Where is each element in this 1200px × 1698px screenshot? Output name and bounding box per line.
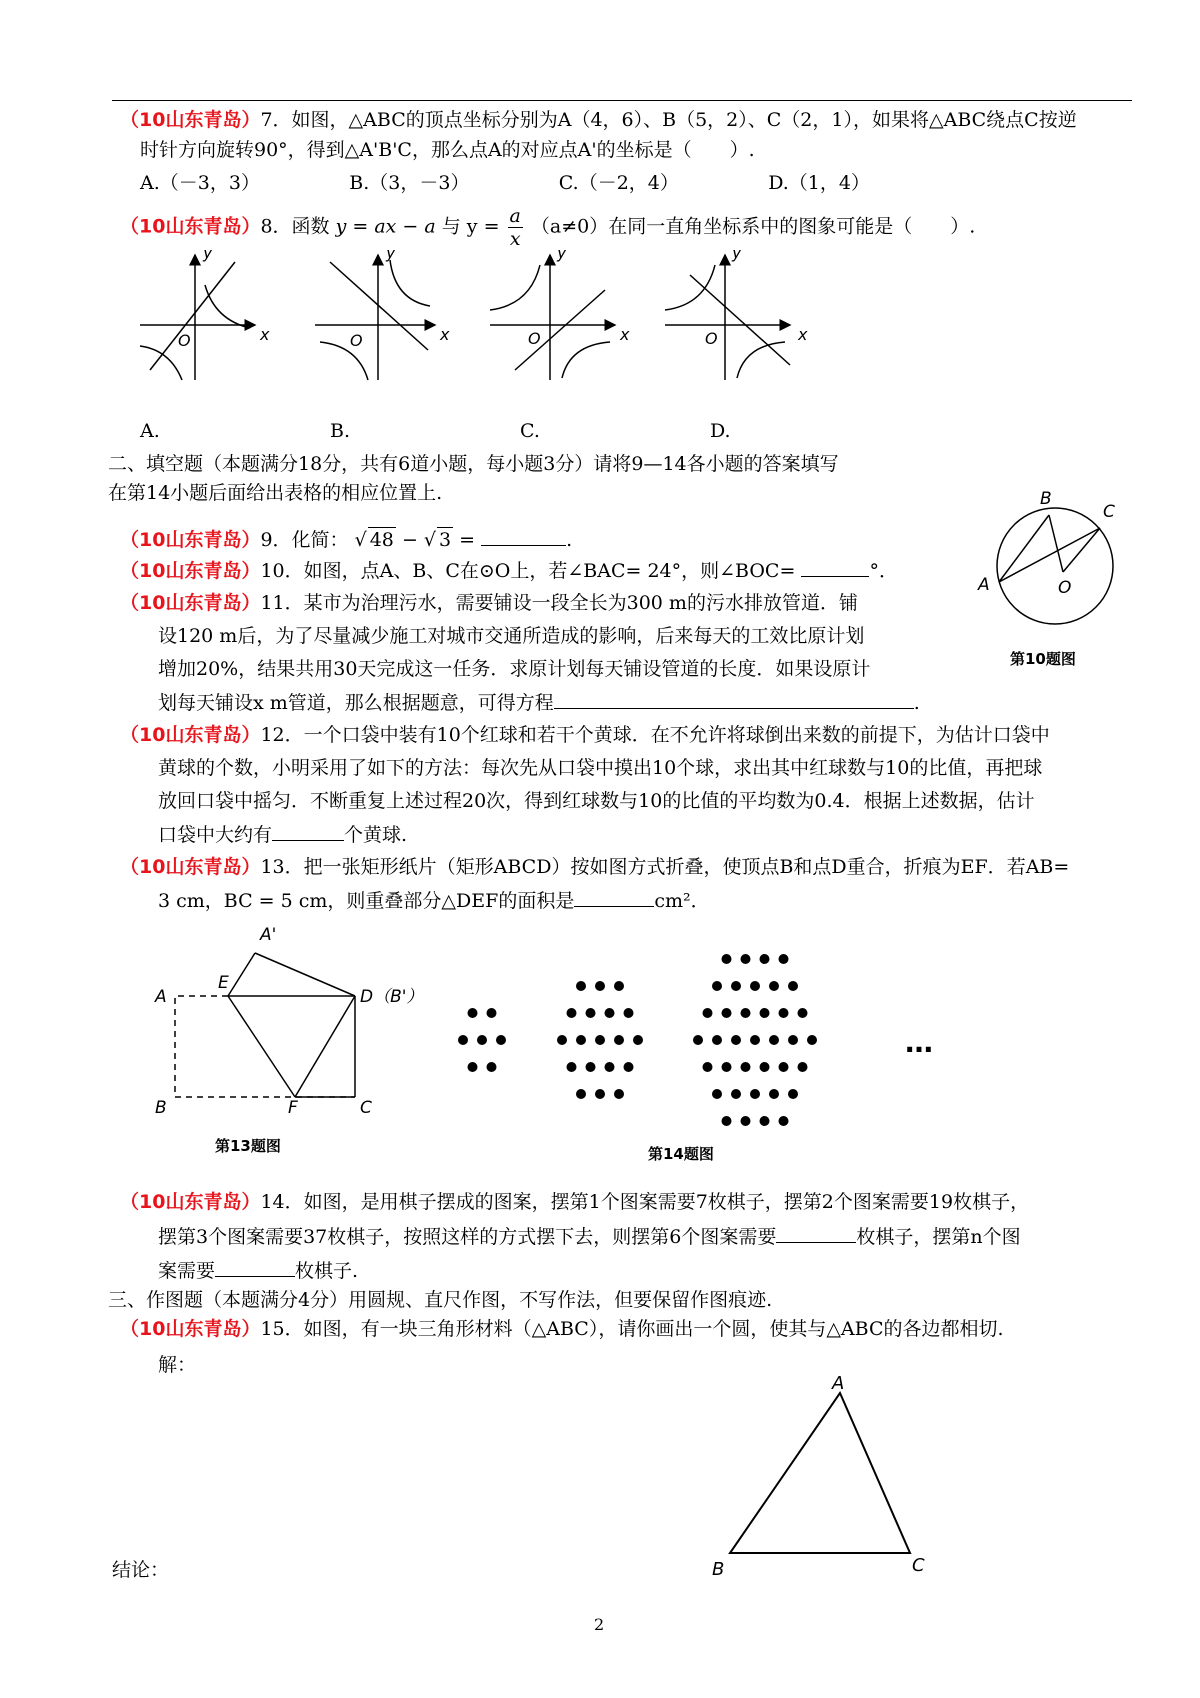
q14-dot xyxy=(595,1089,605,1099)
q10-line: （10山东青岛）10．如图，点A、B、C在⊙O上，若∠BAC= 24°，则∠BOC= °． xyxy=(120,560,898,582)
q14-dot xyxy=(779,1008,789,1018)
q8-d-y-label: y xyxy=(732,250,742,262)
q14-dot xyxy=(779,954,789,964)
q8-b-origin-label: O xyxy=(350,331,363,350)
q8-b-x-label: x xyxy=(440,325,450,344)
q14-figure xyxy=(450,950,950,1130)
q14-dot xyxy=(576,1035,586,1045)
q11-answer-blank[interactable] xyxy=(554,690,914,709)
q14-dot xyxy=(586,1062,596,1072)
q13-line2: 3 cm，BC = 5 cm，则重叠部分△DEF的面积是 cm²． xyxy=(158,890,710,912)
q9-answer-blank[interactable] xyxy=(481,527,566,546)
q14-dot xyxy=(798,1062,808,1072)
q13-answer-blank[interactable] xyxy=(574,888,654,907)
q14-ellipsis: … xyxy=(905,1026,933,1059)
q14-dot xyxy=(605,1062,615,1072)
q14-dot xyxy=(614,981,624,991)
q15-label-b: B xyxy=(712,1559,725,1580)
q14-dot xyxy=(576,981,586,991)
q14-line3: 案需要 枚棋子. xyxy=(158,1260,359,1282)
q12-line2: 黄球的个数，小明采用了如下的方法：每次先从口袋中摸出10个球，求出其中红球数与10的比值，再把球 xyxy=(158,757,1043,779)
q14-dot xyxy=(624,1062,634,1072)
q14-dot xyxy=(722,1116,732,1126)
q11-line1: （10山东青岛）11．某市为治理污水，需要铺设一段全长为300 m的污水排放管道．铺 xyxy=(120,592,858,614)
q14-dot-patterns xyxy=(458,954,817,1126)
q8-option-c: C. xyxy=(520,420,540,442)
q14-dot xyxy=(605,1008,615,1018)
q15-line: （10山东青岛）15．如图，有一块三角形材料（△ABC），请你画出一个圆，使其与△ABC的各边都相切. xyxy=(120,1318,1004,1340)
q14-dot xyxy=(614,1035,624,1045)
q13-label-a-prime: A' xyxy=(260,925,277,945)
q14-dot xyxy=(798,1008,808,1018)
q8-a-y-label: y xyxy=(203,250,213,262)
q14-dot xyxy=(624,1008,634,1018)
q15-label-c: C xyxy=(912,1555,925,1576)
q14-dot xyxy=(769,1089,779,1099)
q13-label-f: F xyxy=(288,1098,298,1118)
q14-dot xyxy=(760,1062,770,1072)
source-tag: （10山东青岛） xyxy=(120,109,261,131)
q14-dot xyxy=(760,954,770,964)
q14-dot xyxy=(779,1062,789,1072)
q8-c-x-label: x xyxy=(620,325,630,344)
q12-line1: （10山东青岛）12．一个口袋中装有10个红球和若干个黄球．在不允许将球倒出来数的前提下，为估计口袋中 xyxy=(120,724,1050,746)
q14-dot xyxy=(760,1008,770,1018)
q10-label-a: A xyxy=(978,575,990,595)
q13-figure xyxy=(150,920,440,1130)
q10-answer-blank[interactable] xyxy=(801,558,869,577)
q14-dot xyxy=(557,1035,567,1045)
q8-graph-d xyxy=(665,250,808,380)
q13-line1: （10山东青岛）13．把一张矩形纸片（矩形ABCD）按如图方式折叠，使顶点B和点D重合，折痕为EF．若AB= xyxy=(120,856,1070,878)
q14-dot xyxy=(487,1008,497,1018)
q8-c-y-label: y xyxy=(557,250,567,262)
q7-option-a: A.（－3，3） xyxy=(140,172,260,194)
q10-label-c: C xyxy=(1103,502,1115,522)
q13-caption: 第13题图 xyxy=(215,1137,281,1155)
q14-dot xyxy=(633,1035,643,1045)
q14-dot xyxy=(595,1035,605,1045)
q11-line4: 划每天铺设x m管道，那么根据题意，可得方程 . xyxy=(158,692,920,714)
q12-answer-blank[interactable] xyxy=(272,822,344,841)
q14-dot xyxy=(750,1035,760,1045)
q14-dot xyxy=(703,1008,713,1018)
section3-title: 三、作图题（本题满分4分）用圆规、直尺作图，不写作法，但要保留作图痕迹. xyxy=(108,1289,773,1311)
q14-dot xyxy=(586,1008,596,1018)
q13-label-b: B xyxy=(155,1098,167,1118)
q11-line2: 设120 m后，为了尽量减少施工对城市交通所造成的影响，后来每天的工效比原计划 xyxy=(158,625,865,647)
q14-dot xyxy=(741,954,751,964)
q14-dot xyxy=(731,981,741,991)
q15-triangle-figure xyxy=(700,1375,960,1595)
q14-dot xyxy=(712,981,722,991)
q14-dot xyxy=(722,1008,732,1018)
q14-dot xyxy=(576,1089,586,1099)
q14-dot xyxy=(750,981,760,991)
q14-dot xyxy=(722,1062,732,1072)
q9-line: （10山东青岛）9．化简： √ 48 − √ 3 = . xyxy=(120,529,573,551)
q12-line4: 口袋中大约有 个黄球. xyxy=(158,824,408,846)
q14-dot xyxy=(769,981,779,991)
q7-line2: 时针方向旋转90°，得到△A'B'C，那么点A的对应点A'的坐标是（ ）. xyxy=(140,139,755,161)
q14-dot xyxy=(567,1008,577,1018)
q14-dot xyxy=(722,954,732,964)
q14-dot xyxy=(595,981,605,991)
q14-dot xyxy=(468,1008,478,1018)
q8-line: （10山东青岛）8．函数 y = ax − a 与 y = $\frac{a}{x}$ （a≠0）在同一直角坐标系中的图象可能是（ ）. xyxy=(120,205,976,250)
q13-label-d: D（B'） xyxy=(360,987,424,1007)
q14-dot xyxy=(703,1062,713,1072)
q14-dot xyxy=(741,1116,751,1126)
q8-a-x-label: x xyxy=(260,325,270,344)
q11-line3: 增加20%，结果共用30天完成这一任务．求原计划每天铺设管道的长度．如果设原计 xyxy=(158,658,871,680)
q14-dot xyxy=(769,1035,779,1045)
q14-line1: （10山东青岛）14．如图，是用棋子摆成的图案，摆第1个图案需要7枚棋子，摆第2个图案需要19枚棋子， xyxy=(120,1191,1030,1213)
q14-dot xyxy=(614,1089,624,1099)
q10-label-o: O xyxy=(1058,578,1072,598)
q14-dot xyxy=(477,1035,487,1045)
section2-line2: 在第14小题后面给出表格的相应位置上. xyxy=(108,482,443,504)
q14-dot xyxy=(712,1089,722,1099)
q14-dot xyxy=(779,1116,789,1126)
q8-options xyxy=(140,420,840,442)
q14-dot xyxy=(807,1035,817,1045)
header-rule xyxy=(112,100,1132,101)
q14-line2: 摆第3个图案需要37枚棋子，按照这样的方式摆下去，则摆第6个图案需要 枚棋子，摆第n个图 xyxy=(158,1226,1021,1248)
q13-label-e: E xyxy=(218,973,229,993)
q8-option-d: D. xyxy=(710,420,731,442)
q14-dot xyxy=(741,1062,751,1072)
q15-conclusion-label: 结论： xyxy=(112,1559,170,1581)
q8-option-a: A. xyxy=(140,420,160,442)
q14-dot xyxy=(567,1062,577,1072)
section2-line1: 二、填空题（本题满分18分，共有6道小题，每小题3分）请将9—14各小题的答案填写 xyxy=(108,453,839,475)
q14-dot xyxy=(760,1116,770,1126)
q7-option-d: D.（1，4） xyxy=(768,172,870,194)
q14-dot xyxy=(712,1035,722,1045)
q14-dot xyxy=(741,1008,751,1018)
q14-dot xyxy=(693,1035,703,1045)
q14-dot xyxy=(788,1089,798,1099)
q14-dot xyxy=(496,1035,506,1045)
q7-options xyxy=(140,168,1060,195)
q14-dot xyxy=(750,1089,760,1099)
q8-fraction: $\frac{a}{x}$ xyxy=(509,205,521,250)
q8-d-x-label: x xyxy=(798,325,808,344)
q15-solution-label: 解： xyxy=(158,1354,197,1376)
q14-caption: 第14题图 xyxy=(648,1145,714,1163)
q8-graph-a xyxy=(140,250,270,380)
q8-graph-b xyxy=(315,250,450,380)
q8-graph-c xyxy=(490,250,630,380)
q8-graphs xyxy=(110,250,870,430)
q7-option-b: B.（3，－3） xyxy=(349,172,470,194)
q8-a-origin-label: O xyxy=(178,331,191,350)
q8-c-origin-label: O xyxy=(528,329,541,348)
q14-dot xyxy=(468,1062,478,1072)
q14-answer-blank-1[interactable] xyxy=(776,1224,856,1243)
q14-dot xyxy=(731,1035,741,1045)
q12-line3: 放回口袋中摇匀．不断重复上述过程20次，得到红球数与10的比值的平均数为0.4．根据上述数据，估计 xyxy=(158,790,1035,812)
q7-line1: （10山东青岛）7．如图，△ABC的顶点坐标分别为A（4，6）、B（5，2）、C（2，1），如果将△ABC绕点C按逆 xyxy=(120,109,1077,131)
q10-figure xyxy=(960,490,1130,640)
q7-option-c: C.（－2，4） xyxy=(558,172,679,194)
q14-dot xyxy=(487,1062,497,1072)
q8-b-y-label: y xyxy=(386,250,396,262)
q10-caption: 第10题图 xyxy=(1010,650,1076,668)
q14-dot xyxy=(731,1089,741,1099)
q15-label-a: A xyxy=(832,1375,845,1394)
q10-label-b: B xyxy=(1040,490,1052,509)
q8-option-b: B. xyxy=(330,420,351,442)
q8-d-origin-label: O xyxy=(705,329,718,348)
page-number: 2 xyxy=(594,1615,605,1634)
q14-dot xyxy=(788,1035,798,1045)
q14-answer-blank-2[interactable] xyxy=(215,1258,295,1277)
q14-dot xyxy=(788,981,798,991)
q14-dot xyxy=(458,1035,468,1045)
q13-label-a: A xyxy=(155,987,167,1007)
q13-label-c: C xyxy=(360,1098,372,1118)
